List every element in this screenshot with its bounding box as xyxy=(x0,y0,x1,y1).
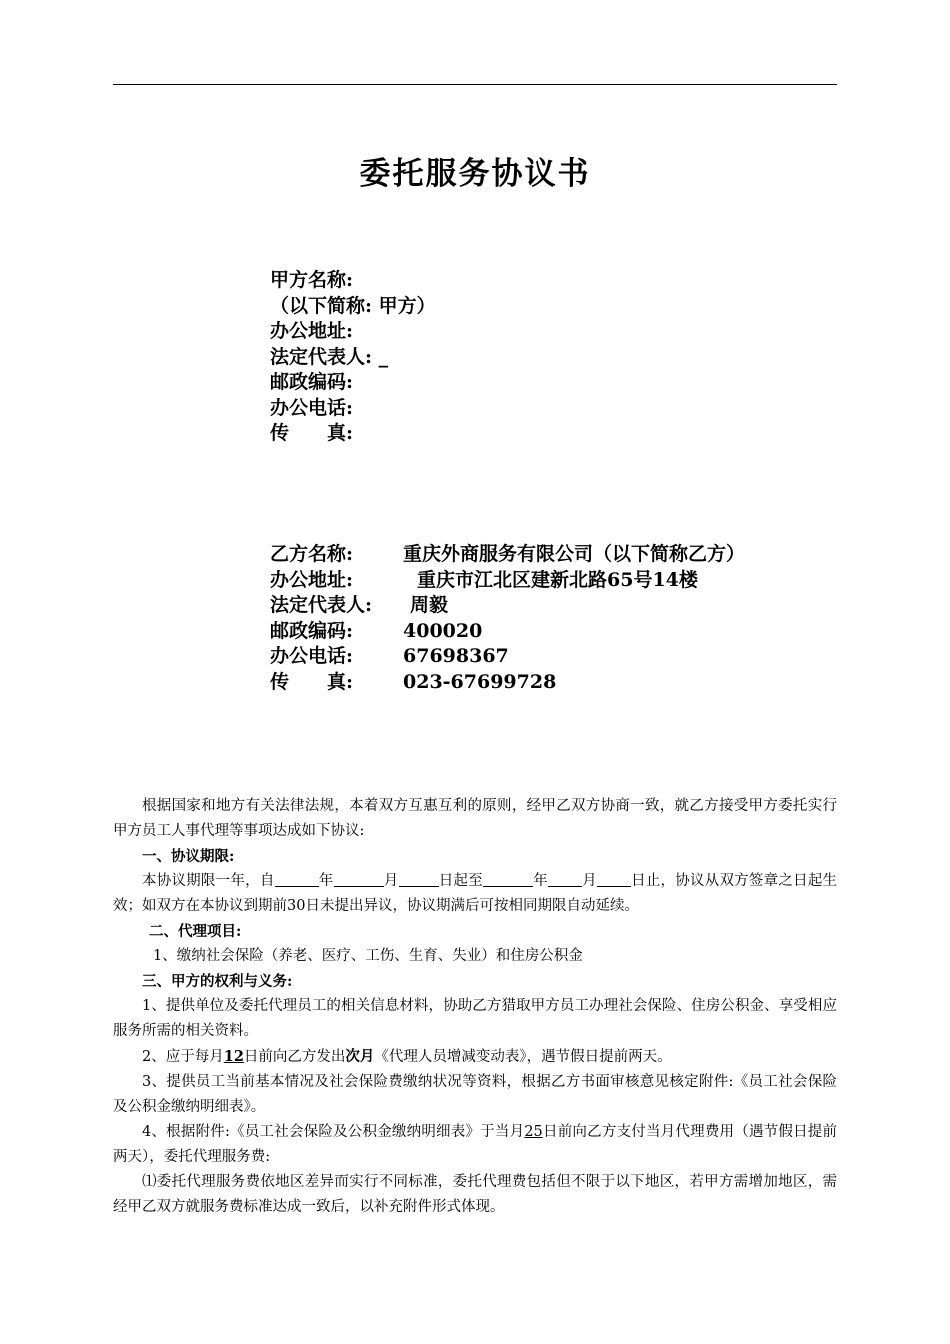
end-year-blank xyxy=(483,870,533,887)
end-day-blank xyxy=(597,870,631,887)
party-b-postcode-row xyxy=(270,619,483,645)
section3-item3: 3、提供员工当前基本情况及社会保险费缴纳状况等资料，根据乙方书面审核意见核定附件:《员工社会保险及公积金缴纳明细表》。 xyxy=(113,1074,837,1115)
item2-day: 12 xyxy=(223,1048,244,1065)
section3-item2 xyxy=(113,1044,837,1070)
start-month-blank xyxy=(334,870,384,887)
party-a-block xyxy=(270,268,436,447)
party-a-address-label: 办公地址: xyxy=(270,320,354,342)
party-b-fax-value: 023-67699728 xyxy=(403,670,557,693)
term-year2: 年 xyxy=(532,873,548,889)
section3-heading: 三、甲方的权利与义务: xyxy=(142,973,293,990)
term-year1: 年 xyxy=(318,873,334,889)
party-b-address-label: 办公地址: xyxy=(270,568,354,591)
section3-item4-sub: ⑴委托代理服务费依地区差异而实行不同标准，委托代理费包括但不限于以下地区，若甲方需增加地区，需经甲乙双方就服务费标准达成一致后，以补充附件形式体现。 xyxy=(113,1174,837,1215)
section3-item1: 1、提供单位及委托代理员工的相关信息材料，协助乙方猎取甲方员工办理社会保险、住房公积金、享受相应服务所需的相关资料。 xyxy=(113,998,837,1039)
party-b-phone-label: 办公电话: xyxy=(270,645,354,667)
party-b-rep-value: 周毅 xyxy=(410,594,449,616)
end-month-blank xyxy=(548,870,582,887)
party-a-rep-label: 法定代表人: _ xyxy=(270,345,389,368)
term-month2: 月 xyxy=(581,873,597,889)
party-b-address-value: 重庆市江北区建新北路65号14楼 xyxy=(417,568,698,591)
agreement-body xyxy=(113,794,837,1220)
start-day-blank xyxy=(399,870,439,887)
party-a-phone-label: 办公电话: xyxy=(270,396,354,419)
item4-text-b: 日前向乙方支付当月代理费用（遇节假日提前两天），委托代理服务费: xyxy=(113,1124,838,1165)
party-b-postcode-value: 400020 xyxy=(403,619,483,642)
section2-heading: 二、代理项目: xyxy=(149,923,242,940)
intro-paragraph: 根据国家和地方有关法律法规，本着双方互惠互利的原则，经甲乙双方协商一致，就乙方接受甲方委托实行甲方员工人事代理等事项达成如下协议: xyxy=(113,798,837,839)
party-b-postcode-label: 邮政编码: xyxy=(270,619,354,642)
party-a-fax-label: 传 真: xyxy=(270,422,354,444)
party-b-rep-row xyxy=(270,593,449,619)
document-title: 委托服务协议书 xyxy=(359,156,591,192)
party-b-address-row xyxy=(270,568,698,594)
term-month1: 月 xyxy=(383,873,399,889)
term-day-end: 日止，协议从双方签章之日起生效；如双方在本协议到期前30日未提出异议，协议期满后可按相同期限自动延续。 xyxy=(113,873,838,914)
term-text-start: 本协议期限一年，自 xyxy=(142,873,275,889)
item4-text-a: 4、根据附件:《员工社会保险及公积金缴纳明细表》于当月 xyxy=(142,1124,525,1140)
party-b-name-label: 乙方名称: xyxy=(270,543,354,565)
party-a-postcode-label: 邮政编码: xyxy=(270,371,354,393)
section3-item4 xyxy=(113,1120,837,1170)
party-b-name-row xyxy=(270,542,746,568)
header-rule xyxy=(113,84,837,85)
section2-item1: 1、缴纳社会保险（养老、医疗、工伤、生育、失业）和住房公积金 xyxy=(153,948,583,964)
item2-text-b: 日前向乙方发出 xyxy=(243,1049,346,1065)
item2-text-c: 《代理人员增减变动表》，遇节假日提前两天。 xyxy=(374,1049,672,1065)
item4-day: 25 xyxy=(524,1124,543,1140)
section1-term-paragraph xyxy=(113,869,837,919)
term-day-start: 日起至 xyxy=(438,873,483,889)
start-year-blank xyxy=(275,870,319,887)
party-b-phone-value: 67698367 xyxy=(403,645,509,667)
party-b-rep-label: 法定代表人: xyxy=(270,594,373,616)
party-b-name-value: 重庆外商服务有限公司（以下简称乙方） xyxy=(403,543,746,565)
party-a-name-label: 甲方名称: xyxy=(270,269,354,291)
party-b-fax-label: 传 真: xyxy=(270,670,354,693)
party-b-block xyxy=(270,542,746,695)
party-b-fax-row xyxy=(270,670,557,696)
section1-heading: 一、协议期限: xyxy=(142,848,235,865)
party-b-phone-row xyxy=(270,644,509,670)
party-a-abbr: （以下简称: 甲方） xyxy=(270,294,436,317)
item2-next-month: 次月 xyxy=(345,1048,375,1065)
item2-text-a: 2、应于每月 xyxy=(142,1049,224,1065)
